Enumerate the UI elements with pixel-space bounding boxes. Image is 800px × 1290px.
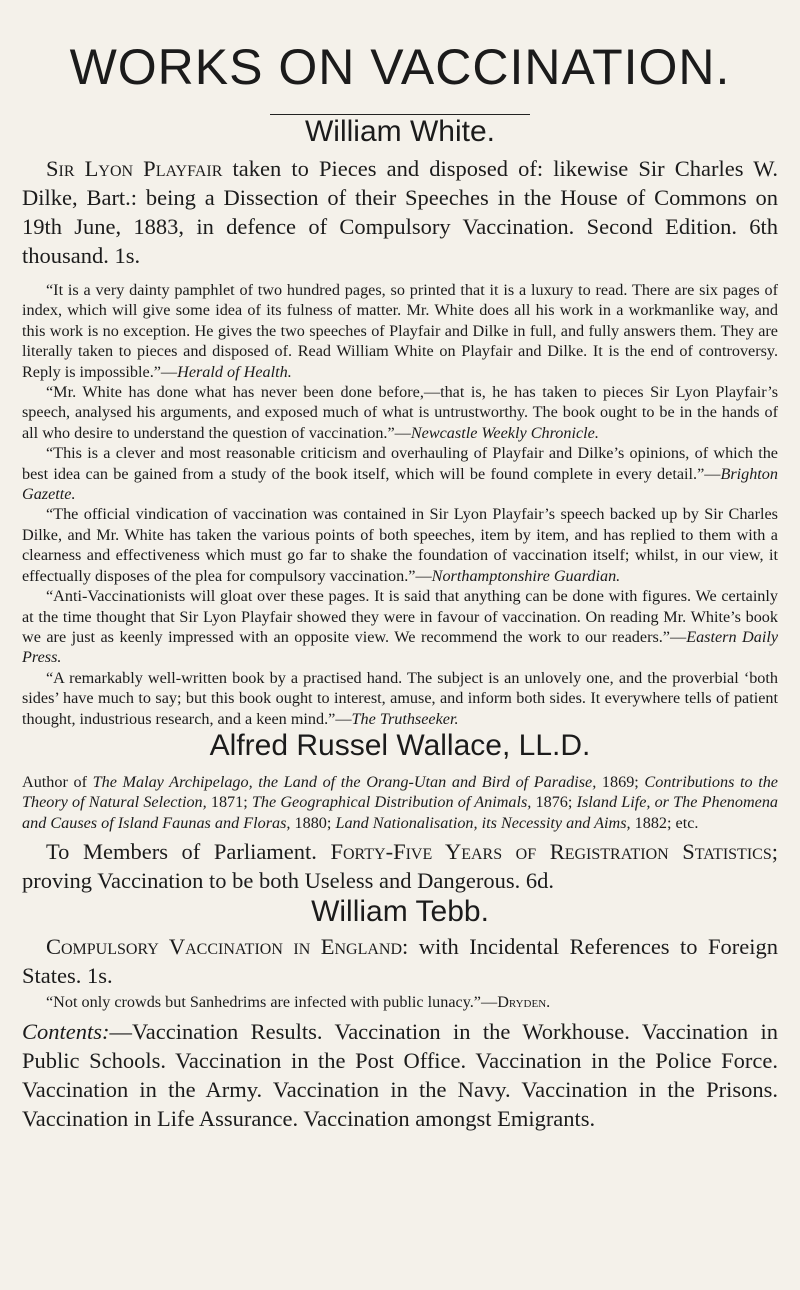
bio-text: 1882; etc.: [630, 813, 699, 832]
tebb-title-rest: : with Incidental References to Foreign States. 1s.: [22, 934, 778, 989]
review-item: [22, 443, 778, 504]
author-wallace: Alfred Russel Wallace, LL.D.: [209, 728, 591, 762]
review-item: [22, 280, 778, 382]
bio-book-title: Contributions to the Theory of Natural Selection,: [22, 772, 778, 812]
wallace-work: [22, 837, 778, 895]
white-section: [22, 115, 778, 729]
review-source: Northamptonshire Guardian.: [431, 566, 621, 585]
review-item: [22, 382, 778, 443]
review-text: “Anti-Vaccinationists will gloat over these pages. It is said that anything can be done with figures. We certainly at the time thought that Sir Lyon Playfair showed they were in favour of vaccination. On reading Mr. White’s book we are just as keenly impressed with an opposite view. We recommend the work to our readers.”—: [22, 587, 778, 646]
white-title-rest: taken to Pieces and disposed of: likewise Sir Charles W. Dilke, Bart.: being a Dissection of their Speeches in the House of Commons on 19th June, 1883, in defence of Compulsory Vaccination. Second Edition. 6th thousand. 1s.: [22, 156, 779, 268]
tebb-section: [22, 895, 778, 1132]
review-item: [22, 504, 778, 586]
wallace-section: [22, 729, 778, 895]
tebb-title-smallcaps: Compulsory Vaccination in England: [46, 934, 403, 960]
review-text: “Mr. White has done what has never been done before,—that is, he has taken to pieces Sir Lyon Playfair’s speech, analysed his arguments, and exposed much of what is untrustworthy. The book ought to be in the hands of all who desire to understand the question of vaccination.”—: [22, 383, 778, 442]
review-item: [22, 586, 778, 668]
bio-book-title: The Malay Archipelago, the Land of the Orang-Utan and Bird of Paradise,: [92, 772, 597, 791]
author-tebb: William Tebb.: [311, 895, 489, 929]
contents-text: —Vaccination Results. Vaccination in the Workhouse. Vaccination in Public Schools. Vaccination in the Post Office. Vaccination in the Police Force. Vaccination in the Army. Vaccination in the Navy. Vaccination in the Prisons. Vaccination in Life Assurance. Vaccination amongst Emigrants.: [22, 1018, 778, 1131]
tebb-contents: [22, 1017, 778, 1133]
epigraph-text: “Not only crowds but Sanhedrims are infected with public lunacy.”—: [46, 993, 498, 1012]
bio-book-title: Island Life, or The Phenomena and Causes of Island Faunas and Floras,: [22, 793, 779, 832]
author-white: William White.: [304, 115, 495, 148]
page-heading: WORKS ON VACCINATION.: [69, 39, 731, 95]
review-source: The Truthseeker.: [351, 709, 459, 728]
white-book-title: [22, 154, 778, 270]
review-text: “A remarkably well-written book by a practised hand. The subject is an unlovely one, and the proverbial ‘both sides’ have much to say; but this book ought to interest, amuse, and inform both sides. It everywhere tells of patient thought, industrious research, and a keen mind.”—: [22, 668, 778, 728]
review-source: Eastern Daily Press.: [22, 627, 778, 667]
review-source: Herald of Health.: [177, 362, 292, 381]
white-reviews: [22, 280, 778, 729]
review-source: Newcastle Weekly Chronicle.: [410, 423, 599, 442]
work-text: ; proving Vaccination to be both Useless and Dangerous. 6d.: [22, 839, 778, 894]
wallace-bio: [22, 772, 778, 833]
bio-book-title: The Geographical Distribution of Animals,: [251, 793, 532, 812]
review-text: “This is a clever and most reasonable criticism and overhauling of Playfair and Dilke’s opinions, of which the best idea can be gained from a study of the book itself, which will be found complete in every detail.”—: [22, 444, 778, 483]
tebb-book-title: [22, 932, 778, 990]
review-text: “It is a very dainty pamphlet of two hundred pages, so printed that it is a luxury to read. There are six pages of index, which will give some idea of its fulness of matter. Mr. White does all his work in a workmanlike way, and this work is no exception. He gives the two speeches of Playfair and Dilke in full, and fully answers them. They are literally taken to pieces and disposed of. Read William White on Playfair and Dilke. It is the end of controversy. Reply is impossible.”—: [22, 281, 778, 381]
bio-text: 1869;: [596, 772, 645, 791]
bio-book-title: Land Nationalisation, its Necessity and Aims,: [335, 813, 631, 832]
epigraph-source: Dryden.: [497, 993, 551, 1012]
review-item: [22, 668, 778, 729]
bio-text: 1871;: [206, 793, 252, 812]
work-text: To Members of Parliament.: [46, 839, 331, 865]
white-title-smallcaps: Sir Lyon Playfair: [46, 156, 223, 181]
bio-text: Author of: [22, 772, 93, 791]
contents-label: Contents:: [22, 1018, 110, 1044]
review-text: “The official vindication of vaccination was contained in Sir Lyon Playfair’s speech backed up by Sir Charles Dilke, and Mr. White has taken the various points of both speeches, item by item, and has replied to them with a clearness and effectiveness which must go far to shake the foundation of vaccination itself; whilst, in our view, it effectually disposes of the plea for compulsory vaccination.”—: [22, 505, 778, 585]
tebb-epigraph: [46, 992, 778, 1012]
review-source: Brighton Gazette.: [22, 464, 778, 504]
work-title-smallcaps: Forty-Five Years of Registration Statistics: [330, 839, 772, 865]
bio-text: 1876;: [531, 793, 577, 812]
bio-text: 1880;: [290, 813, 336, 832]
